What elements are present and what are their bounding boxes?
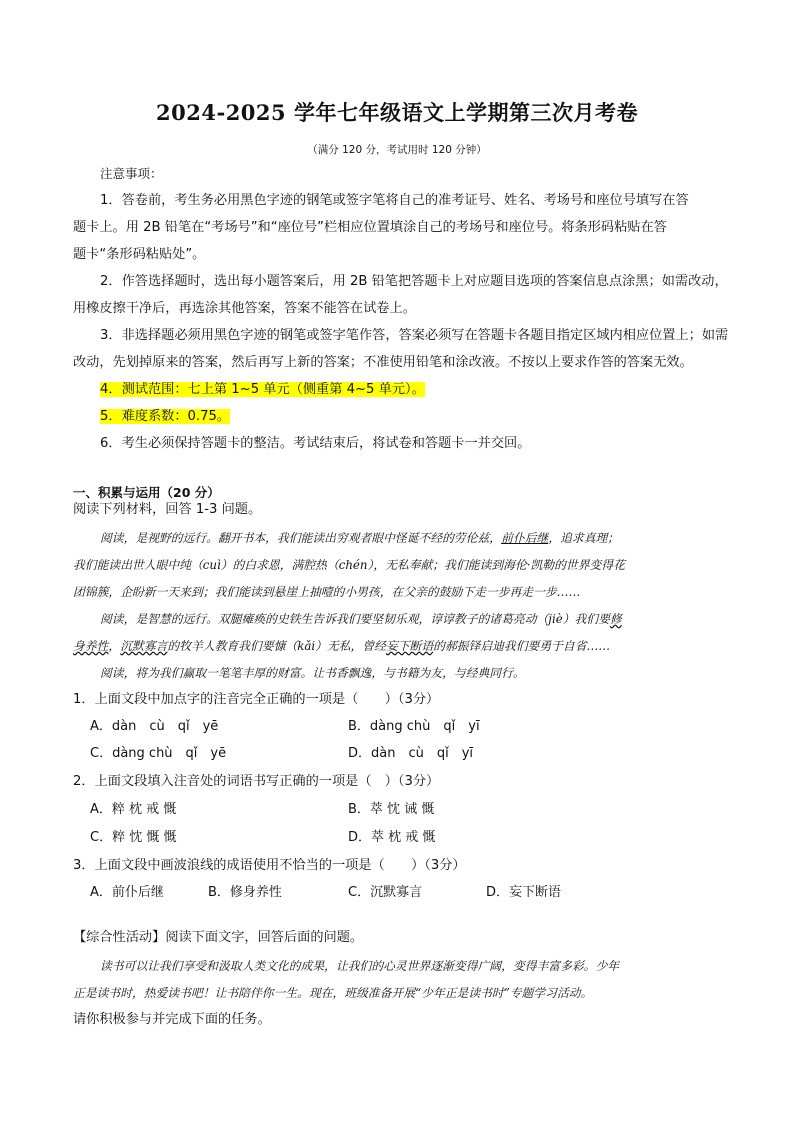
q1-option-d[interactable]: D．dàn cù qǐ yī	[348, 746, 474, 761]
section-intro: 阅读下列材料，回答 1-3 问题。	[73, 502, 262, 517]
activity-prompt: 请你积极参与并完成下面的任务。	[73, 1012, 271, 1027]
wavy-idiom-2: 身养性	[73, 639, 109, 653]
question-3-stem: 3．上面文段中画波浪线的成语使用不恰当的一项是（ ）（3分）	[73, 858, 466, 873]
wavy-idiom-3: 沉默寡言	[120, 639, 168, 653]
notice-line-8	[100, 381, 425, 399]
section-heading: 一、积累与运用（20 分）	[73, 485, 220, 500]
notice-line-9	[100, 408, 230, 426]
notice-line-4: 2．作答选择题时，选出每小题答案后，用 2B 铅笔把答题卡上对应题目选项的答案信息点涂黑；如需改动，	[100, 274, 728, 289]
q2-option-a[interactable]: A．粹 枕 戒 慨	[90, 802, 177, 817]
notice-line-1: 1．答卷前，考生务必用黑色字迹的钢笔或签字笔将自己的准考证号、姓名、考场号和座位号填写在答	[100, 193, 689, 208]
q3-option-d[interactable]: D．妄下断语	[486, 885, 562, 900]
notice-line-6: 3．非选择题必须用黑色字迹的钢笔或签字笔作答，答案必须写在答题卡各题目指定区域内相应位置上；如需	[100, 328, 729, 343]
activity-text-1: 读书可以让我们享受和汲取人类文化的成果，让我们的心灵世界逐渐变得广阔，变得丰富多彩。少年	[100, 959, 620, 973]
question-2-stem: 2．上面文段填入注音处的词语书写正确的一项是（ ）（3分）	[73, 774, 440, 789]
passage-line-1: 阅读，是视野的远行。翻开书本，我们能读出穷观者眼中怪诞不经的劳伦兹，前仆后继，追求真理；	[100, 531, 620, 545]
q3-option-a[interactable]: A．前仆后继	[90, 885, 164, 900]
q3-option-c[interactable]: C．沉默寡言	[348, 885, 423, 900]
question-1-stem: 1．上面文段中加点字的注音完全正确的一项是（ ）（3分）	[73, 692, 440, 707]
highlight-test-scope: 4．测试范围：七上第 1~5 单元（侧重第 4~5 单元）。	[100, 382, 425, 397]
notice-line-7: 改动，先划掉原来的答案，然后再写上新的答案；不准使用铅笔和涂改液。不按以上要求作答的答案无效。	[73, 355, 693, 370]
notice-line-3: 题卡“条形码粘贴处”。	[73, 247, 206, 262]
passage-line-5: 身养性，沉默寡言的牧羊人教育我们要慷（kǎi）无私，曾经妄下断语的郝振铎启迪我们要勇于自省……	[73, 639, 611, 653]
notice-heading: 注意事项：	[100, 166, 163, 181]
notice-line-5: 用橡皮擦干净后，再选涂其他答案，答案不能答在试卷上。	[73, 301, 416, 316]
q1-option-a[interactable]: A．dàn cù qǐ yē	[90, 719, 219, 734]
highlight-difficulty: 5．难度系数：0.75。	[100, 409, 231, 424]
passage-line-6: 阅读，将为我们赢取一笔笔丰厚的财富。让书香飘逸，与书籍为友，与经典同行。	[100, 666, 525, 680]
page-title: 2024-2025 学年七年级语文上学期第三次月考卷	[156, 100, 638, 125]
q3-option-b[interactable]: B．修身养性	[208, 885, 282, 900]
q2-option-b[interactable]: B．萃 忱 诫 慨	[348, 802, 435, 817]
wavy-idiom-4: 妄下断语	[385, 639, 434, 653]
passage-line-3: 团锦簇，企盼新一天来到；我们能读到悬崖上抽噎的小男孩，在父亲的鼓励下走一步再走一步……	[73, 585, 581, 599]
notice-line-10: 6．考生必须保持答题卡的整洁。考试结束后，将试卷和答题卡一并交回。	[100, 436, 531, 451]
activity-label: 【综合性活动】	[73, 930, 166, 945]
notice-line-2: 题卡上。用 2B 铅笔在“考场号”和“座位号”栏相应位置填涂自己的考场号和座位号。将条形码粘贴在答	[73, 220, 667, 235]
page-subtitle: （满分 120 分，考试用时 120 分钟）	[307, 144, 487, 156]
passage-line-2: 我们能读出世人眼中纯（cuì）的白求恩，满腔热（chén），无私奉献；我们能读到海伦·凯勒的世界变得花	[73, 558, 625, 572]
q1-option-b[interactable]: B．dàng chù qǐ yī	[348, 719, 480, 734]
wavy-idiom-1: 前仆后继	[501, 531, 549, 545]
q2-option-c[interactable]: C．粹 忱 慨 慨	[90, 830, 177, 845]
q2-option-d[interactable]: D．萃 枕 戒 慨	[348, 830, 436, 845]
q1-option-c[interactable]: C．dàng chù qǐ yē	[90, 746, 227, 761]
activity-text-2: 正是读书时，热爱读书吧！让书陪伴你一生。现在，班级准备开展“少年正是读书时”专题学习活动。	[73, 986, 593, 1000]
activity-header	[73, 929, 363, 947]
activity-instruction: 阅读下面文字，回答后面的问题。	[165, 930, 364, 945]
passage-line-4: 阅读，是智慧的远行。双腿瘫痪的史铁生告诉我们要坚韧乐观，谆谆教子的诸葛亮动（jiè）我们要修	[100, 612, 622, 626]
